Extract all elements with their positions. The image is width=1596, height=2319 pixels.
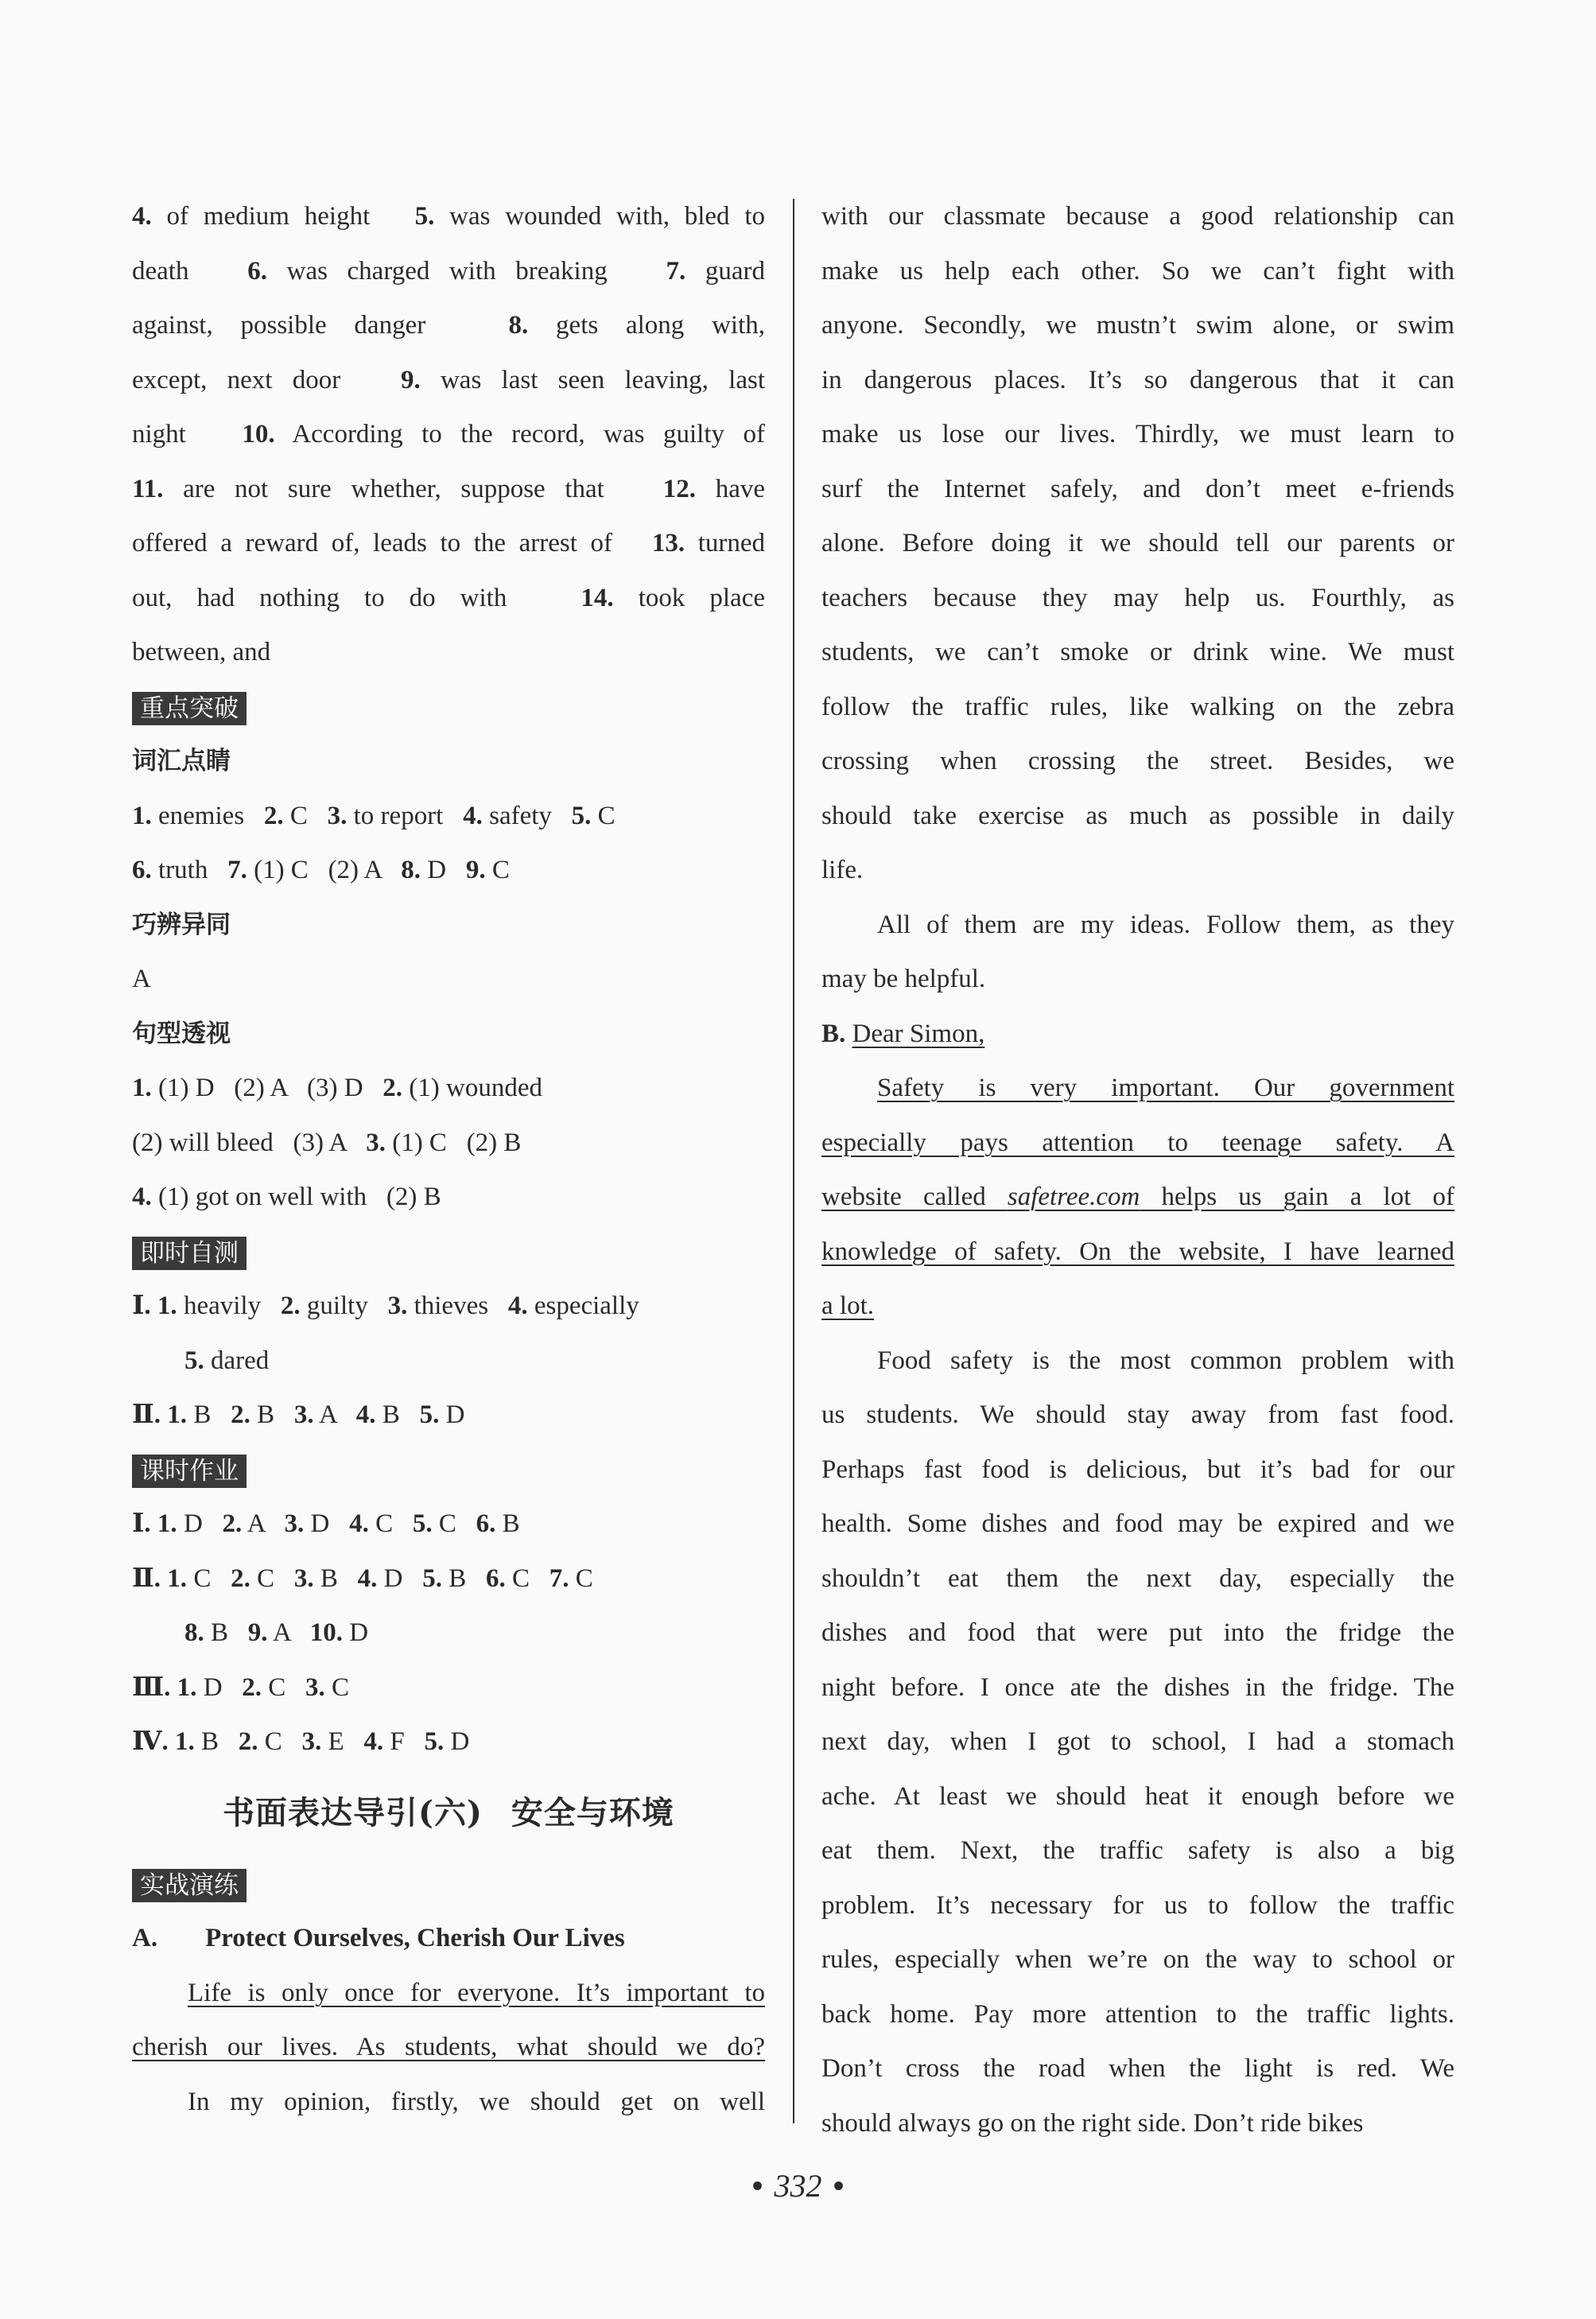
answer-text: (1) C (2) A [247, 856, 402, 884]
cihui-lines-row [132, 789, 765, 844]
answer-text: Ⅲ. 1. [132, 1672, 197, 1702]
answer-text: especially [527, 1292, 639, 1320]
answer-text: turned [685, 529, 765, 557]
answer-text: 9. [400, 365, 421, 394]
answer-text: except, next door [132, 365, 401, 394]
essay-text-line: students, we can’t smoke or drink wine. We must [821, 638, 1454, 666]
essay-a-heading: Protect Ourselves, Cherish Our Lives [205, 1924, 625, 1952]
left-lines-row [132, 353, 765, 408]
essay-text-line: Perhaps fast food is delicious, but it’s bad for our [821, 1455, 1454, 1484]
answer-text: A [267, 1618, 310, 1647]
essay-text-line: eat them. Next, the traffic safety is also a big [821, 1836, 1454, 1865]
answer-text: safety [482, 801, 572, 830]
answer-text: 2. [231, 1563, 250, 1593]
answer-text: truth [151, 856, 228, 884]
answer-text: 2. [222, 1509, 243, 1538]
left-lines-row [132, 244, 765, 299]
answer-text: 8. [508, 311, 529, 340]
left-lines-row [132, 298, 765, 353]
answer-text: D [342, 1618, 369, 1647]
keshi-lines-row [132, 1606, 765, 1661]
juxing-answers [132, 1061, 765, 1225]
answer-text: 3. [293, 1563, 314, 1593]
answer-text: offered a reward of, leads to the arrest of [132, 529, 652, 557]
answer-text: E [321, 1727, 364, 1756]
essay-text-line: with our classmate because a good relationship can [821, 202, 1454, 231]
answer-text: 11. [132, 474, 164, 503]
essay-text-line: dishes and food that were put into the fridge the [821, 1618, 1454, 1647]
answer-text: 4. [507, 1292, 528, 1320]
answer-text: 3. [301, 1727, 322, 1756]
answer-text: thieves [407, 1292, 508, 1320]
answer-text: 4. [355, 1400, 376, 1429]
answer-text: D [439, 1400, 465, 1429]
answer-text: 5. [571, 801, 592, 830]
answer-text: 2. [263, 801, 284, 830]
essay-text-line: should take exercise as much as possible in daily [821, 801, 1454, 830]
answer-text: 5. [424, 1727, 445, 1756]
answer-text: are not sure whether, suppose that [163, 474, 663, 503]
section-header-shizhan: 实战演练 [132, 1857, 765, 1912]
answer-text: 2. [242, 1672, 262, 1702]
answer-text: B [375, 1400, 420, 1429]
essay-text-line: follow the traffic rules, like walking on the zebra [821, 692, 1454, 721]
answer-text: 1. [132, 1074, 152, 1102]
answer-text: 3. [366, 1128, 386, 1157]
answer-text: Ⅰ. 1. [132, 1509, 177, 1538]
answer-text: gets along with, [528, 311, 765, 340]
essay-text-line: crossing when crossing the street. Besides, we [821, 747, 1454, 775]
essay-text-line: should always go on the right side. Don’t ride bikes [821, 2108, 1364, 2138]
essay-a-continued [821, 189, 1454, 898]
answer-text: 5. [414, 202, 435, 231]
answer-text: 14. [581, 583, 614, 612]
keshi-lines-row [132, 1552, 765, 1606]
left-lines-row [132, 462, 765, 517]
answer-text: C [432, 1509, 476, 1538]
answer-text: guilty [300, 1292, 388, 1320]
answer-text: D [377, 1563, 423, 1593]
essay-text-line: alone. Before doing it we should tell our parents or [821, 529, 1454, 557]
answer-text: night [132, 420, 243, 449]
left-column [132, 189, 765, 2129]
essay-b-line: a lot. [821, 1292, 874, 1320]
essay-a-closing-line: may be helpful. [821, 965, 986, 993]
keshi-answers [132, 1497, 765, 1769]
answer-text: have [696, 474, 765, 503]
qiaobian-answer: A [132, 965, 151, 993]
section-header-keshi: 课时作业 [132, 1443, 765, 1497]
answer-text: to report [347, 801, 464, 830]
answer-text: A [242, 1509, 285, 1538]
answer-text: 4. [132, 1183, 152, 1211]
essay-text-line: back home. Pay more attention to the traffic lights. [821, 1999, 1454, 2029]
column-divider [793, 199, 794, 2123]
essay-text-line: rules, especially when we’re on the way to school or [821, 1945, 1454, 1974]
answer-text: 5. [422, 1563, 442, 1593]
answer-text: 13. [651, 529, 685, 557]
cihui-lines-row [132, 843, 765, 898]
essay-text-line: life. [821, 856, 864, 884]
answer-text: C [324, 1672, 350, 1702]
keshi-lines-row [132, 1715, 765, 1769]
answer-text: 9. [465, 856, 486, 884]
answer-text: A [313, 1400, 356, 1429]
answer-text: B [194, 1727, 239, 1756]
answer-text: heavily [177, 1292, 281, 1320]
answer-text: B [495, 1509, 520, 1538]
keshi-lines-row [132, 1661, 765, 1715]
essay-text-line: problem. It’s necessary for us to follow the traffic [821, 1890, 1454, 1920]
answer-text: 6. [476, 1509, 496, 1538]
jishi-lines-row [132, 1388, 765, 1443]
answer-text: B [313, 1563, 358, 1593]
essay-b-line: knowledge of safety. On the website, I have learned [821, 1237, 1454, 1266]
subsection-cihui: 词汇点睛 [132, 747, 231, 775]
answer-text: 8. [401, 856, 421, 884]
juxing-lines-row [132, 1170, 765, 1225]
answer-text: 3. [327, 801, 348, 830]
answer-text: C [283, 801, 328, 830]
answer-text: Ⅱ. 1. [132, 1563, 188, 1593]
essay-text-line: Don’t cross the road when the light is red. We [821, 2054, 1454, 2083]
answer-text: 2. [382, 1074, 403, 1102]
answer-text: 7. [549, 1563, 569, 1593]
answer-text: (1) wounded [402, 1074, 543, 1102]
jishi-lines-row [132, 1334, 765, 1389]
answer-text: 8. [184, 1618, 204, 1647]
answers-continued [132, 189, 765, 680]
left-lines-row [132, 571, 765, 626]
answer-text: 2. [231, 1400, 250, 1429]
answer-text: D [444, 1727, 470, 1756]
answer-text: Ⅰ. 1. [132, 1292, 177, 1320]
essay-b-line: website called safetree.com helps us gain a lot of [821, 1183, 1454, 1211]
answer-text: Ⅳ. 1. [132, 1727, 195, 1756]
essay-b-line: Safety is very important. Our government [877, 1074, 1454, 1102]
chapter-title [132, 1769, 765, 1857]
answer-text: C [569, 1563, 593, 1593]
answer-text: out, had nothing to do with [132, 583, 581, 612]
answer-text: 10. [242, 420, 275, 449]
essay-a-label: A. [132, 1924, 158, 1952]
answer-text: was wounded with, bled to [434, 202, 765, 231]
essay-a-title [132, 1911, 765, 1966]
juxing-lines-row [132, 1116, 765, 1171]
left-lines-row [132, 407, 765, 462]
essay-a-line: In my opinion, firstly, we should get on well [188, 2087, 765, 2116]
answer-text: 4. [132, 202, 152, 231]
section-header-jishi: 即时自测 [132, 1225, 765, 1280]
answer-text: C [591, 801, 615, 830]
left-lines-row [132, 189, 765, 244]
answer-text: against, possible danger [132, 311, 509, 340]
answer-text: 6. [247, 256, 268, 286]
essay-b-body [821, 1334, 1454, 2151]
essay-text-line: shouldn’t eat them the next day, especially the [821, 1563, 1454, 1593]
page-number: • 332 • [751, 2168, 845, 2204]
answer-text: F [383, 1727, 425, 1756]
answer-text: 6. [132, 856, 152, 884]
answer-text: 1. [132, 801, 152, 830]
answer-text: 3. [293, 1400, 314, 1429]
answer-text: B [441, 1563, 486, 1593]
answer-text: 4. [349, 1509, 369, 1538]
answer-text: 4. [463, 801, 483, 830]
answer-text: was charged with breaking [267, 256, 666, 286]
essay-b-line: especially pays attention to teenage safety. A [821, 1128, 1454, 1157]
answer-text: death [132, 256, 248, 286]
answer-text: 5. [412, 1509, 433, 1538]
essay-text-line: surf the Internet safely, and don’t meet e-friends [821, 474, 1454, 503]
section-header-zhongdian: 重点突破 [132, 680, 765, 735]
answer-text: guard [685, 256, 765, 286]
answer-text: Ⅱ. 1. [132, 1400, 188, 1429]
answer-text: 2. [238, 1727, 258, 1756]
answer-text: C [505, 1563, 549, 1593]
answer-text: 6. [485, 1563, 506, 1593]
answer-text: C [258, 1727, 302, 1756]
answer-text: 3. [305, 1672, 325, 1702]
essay-text-line: us students. We should stay away from fast food. [821, 1400, 1454, 1429]
answer-text: 3. [284, 1509, 305, 1538]
essay-text-line: next day, when I got to school, I had a stomach [821, 1727, 1454, 1756]
essay-text-line: ache. At least we should heat it enough before we [821, 1781, 1454, 1811]
answer-text: 5. [419, 1400, 440, 1429]
left-lines-row [132, 625, 765, 680]
answer-text: took place [613, 583, 765, 612]
left-lines-row [132, 516, 765, 571]
essay-a-closing-line: All of them are my ideas. Follow them, as they [877, 910, 1454, 939]
subsection-juxing: 句型透视 [132, 1019, 231, 1048]
answer-text: dared [204, 1346, 270, 1375]
answer-text: 3. [387, 1292, 408, 1320]
answer-text: B [204, 1618, 248, 1647]
answer-text: 9. [247, 1618, 268, 1647]
chapter-title-main: 书面表达导引(六) [223, 1793, 483, 1832]
essay-b-greeting: B. Dear Simon, [821, 1019, 985, 1048]
answer-text: (2) will bleed (3) A [132, 1128, 367, 1157]
website-name: safetree.com [1007, 1183, 1140, 1211]
answer-text: 7. [666, 256, 686, 286]
answer-text: C [250, 1563, 294, 1593]
answer-text: 5. [184, 1346, 204, 1375]
answer-text: According to the record, was guilty of [274, 420, 765, 449]
answer-text: D [304, 1509, 350, 1538]
juxing-lines-row [132, 1061, 765, 1116]
essay-text-line: health. Some dishes and food may be expired and we [821, 1509, 1454, 1538]
answer-text: 7. [227, 856, 247, 884]
answer-text: (1) C (2) B [385, 1128, 522, 1157]
answer-text: B [250, 1400, 294, 1429]
chapter-title-sub: 安全与环境 [511, 1793, 674, 1832]
answer-text: C [187, 1563, 231, 1593]
answer-text: C [262, 1672, 306, 1702]
answer-text: C [485, 856, 510, 884]
answer-text: 4. [363, 1727, 384, 1756]
answer-text: 4. [357, 1563, 378, 1593]
keshi-lines-row [132, 1497, 765, 1552]
essay-text-line: make us help each other. So we can’t fight with [821, 256, 1454, 286]
essay-a-line: Life is only once for everyone. It’s important to [188, 1978, 765, 2007]
subsection-qiaobian: 巧辨异同 [132, 910, 231, 939]
essay-text-line: teachers because they may help us. Fourthly, as [821, 583, 1454, 612]
answer-text: 2. [280, 1292, 301, 1320]
jishi-answers [132, 1279, 765, 1443]
answer-text: C [368, 1509, 413, 1538]
answer-text: enemies [151, 801, 264, 830]
answer-text: B [187, 1400, 231, 1429]
answer-text: of medium height [151, 202, 415, 231]
answer-text: D [177, 1509, 223, 1538]
essay-text-line: night before. I once ate the dishes in the fridge. The [821, 1672, 1454, 1702]
jishi-lines-row [132, 1279, 765, 1334]
right-column [821, 189, 1454, 2150]
essay-text-line: anyone. Secondly, we mustn’t swim alone, or swim [821, 311, 1454, 340]
answer-text: 10. [309, 1618, 343, 1647]
answer-text: was last seen leaving, last [420, 365, 765, 394]
answer-text: (1) got on well with (2) B [151, 1183, 441, 1211]
answer-text: D [421, 856, 466, 884]
answer-text: D [196, 1672, 243, 1702]
essay-text-line: in dangerous places. It’s so dangerous that it can [821, 365, 1454, 394]
essay-text-line: Food safety is the most common problem with [877, 1346, 1454, 1375]
answer-text: (1) D (2) A (3) D [151, 1074, 383, 1102]
cihui-answers [132, 789, 765, 898]
answer-text: 12. [662, 474, 697, 503]
essay-a-line: cherish our lives. As students, what should we do? [132, 2033, 765, 2061]
essay-text-line: make us lose our lives. Thirdly, we must learn to [821, 420, 1454, 449]
answer-text: between, and [132, 638, 271, 666]
